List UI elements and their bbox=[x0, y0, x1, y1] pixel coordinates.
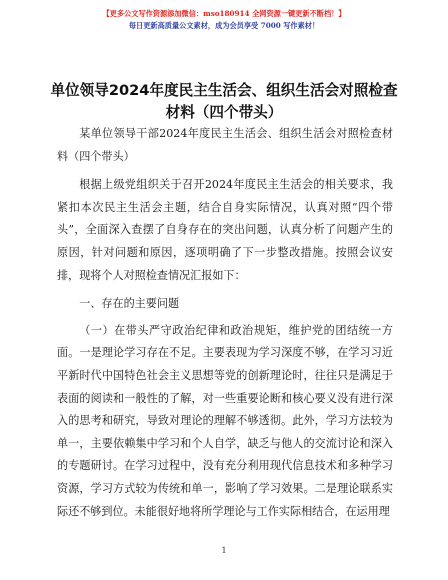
section-heading: 一、存在的主要问题 bbox=[79, 297, 180, 311]
paragraph-subtitle: 某单位领导干部2024年度民主生活会、组织生活会对照检查材料（四个带头） bbox=[57, 127, 393, 163]
document-body bbox=[57, 123, 393, 529]
promo-banner-line-1: 【更多公文写作资源添加微信：mso180914 全网资源一键更新不断档！】 bbox=[102, 9, 346, 18]
document-title: 单位领导2024年度民主生活会、组织生活会对照检查材料（四个带头） bbox=[50, 82, 398, 121]
paragraph-intro: 根据上级党组织关于召开2024年度民主生活会的相关要求，我紧扣本次民主生活会主题，结合自身实际情况，认真对照“四个带头”，全面深入查摆了自身存在的突出问题，认真分析了问题产生的原因，针对问题和原因，逐项明确了下一步整改措施。按照会议安排，现将个人对照检查情况汇报如下： bbox=[57, 178, 393, 282]
promo-banner-line-2: 每日更新高质量公文素材，成为会员享受 7000 写作素材！ bbox=[128, 21, 320, 30]
page-number: 1 bbox=[221, 546, 227, 555]
promo-banner bbox=[0, 8, 448, 32]
paragraph-body: （一）在带头严守政治纪律和政治规矩，维护党的团结统一方面。一是理论学习存在不足。主要表现为学习深度不够，在学习习近平新时代中国特色社会主义思想等党的创新理论时，往往只是满足于表面的阅读和一般性的了解，对一些重要论断和核心要义没有进行深入的思考和研究，导致对理论的理解不够透彻。此外，学习方法较为单一，主要依赖集中学习和个人自学，缺乏与他人的交流讨论和深入的专题研讨。在学习过程中，没有充分利用现代信息技术和多种学习资源，学习方式较为传统和单一，影响了学习效果。二是理论联系实际还不够到位。未能很好地将所学理论与工作实际相结合，在运用理 bbox=[57, 323, 393, 518]
